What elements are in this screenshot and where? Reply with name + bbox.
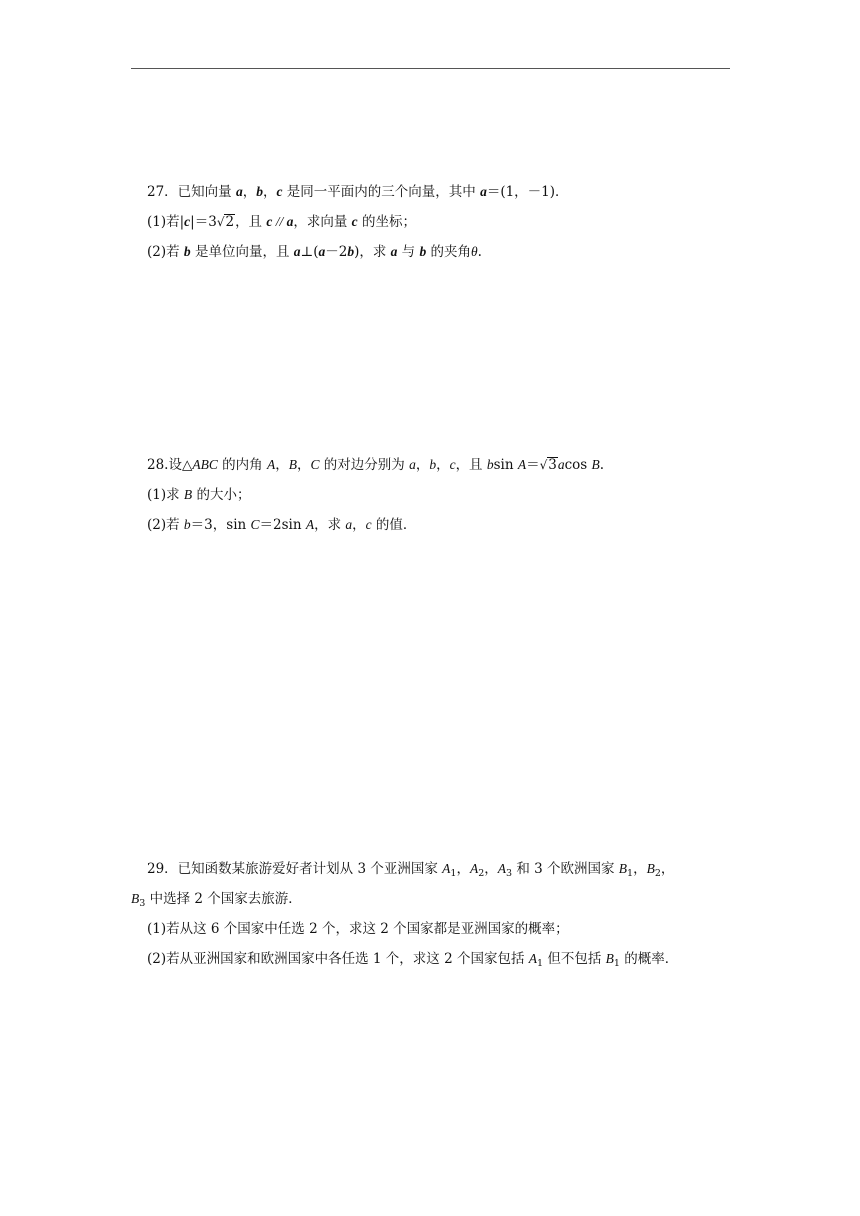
text: ，求向量 [293,214,352,230]
vector-c: c [351,214,358,229]
var: B [618,861,628,876]
var: A [266,457,276,472]
vector-b: b [347,244,355,259]
radicand: 2 [225,214,235,230]
problem-29-part-1 [147,920,569,938]
text: －2 [325,244,348,260]
var: A [517,457,527,472]
subscript: 2 [478,868,485,879]
text: ， [436,457,450,473]
vector-c: c [266,214,273,229]
vector-b: b [419,244,427,259]
parallel-symbol: // [272,214,287,229]
text: ＝2sin [259,517,306,533]
var: A [528,951,538,966]
vector-c: c [184,214,191,229]
text: (1)若从这 6 个国家中任选 2 个，求这 2 个国家都是亚洲国家的概率； [147,921,569,937]
triangle-name: ABC [192,457,218,472]
text: (2)若 [147,244,184,260]
var: A [442,861,451,876]
vector-a: a [390,244,398,259]
radical-sign: √ [539,458,548,472]
text: 中选择 2 个国家去旅游． [145,891,302,907]
vector-a: a [286,214,294,229]
text: ，且 [235,214,267,230]
var: a [345,517,353,532]
sqrt-expression [540,456,558,474]
var: C [310,457,320,472]
text: ， [296,457,311,473]
problem-29-statement [147,860,674,883]
text: ， [262,184,277,200]
var: A [469,861,479,876]
text: ， [275,457,289,473]
text: ， [484,861,498,877]
text: 但不包括 [543,951,606,967]
theta: θ [471,244,478,259]
text: (2)若从亚洲国家和欧洲国家中各任选 1 个，求这 2 个国家包括 [147,951,529,967]
text: 的夹角 [426,244,472,260]
var: c [365,517,372,532]
vector-b: b [183,244,191,259]
subscript: 1 [613,958,620,969]
text: 的大小； [192,487,251,503]
var: B [591,457,600,472]
text: ＝3，sin [190,517,251,533]
problem-27-part-2 [147,243,482,261]
text: 与 [397,244,420,260]
var: a [409,457,416,472]
text: 是同一平面内的三个向量，其中 [282,184,481,200]
problem-28-statement [147,456,604,474]
problem-29-part-2 [147,950,678,973]
vector-c: c [276,184,283,199]
var: B [288,457,297,472]
vector-a: a [318,244,326,259]
text: cos [564,457,592,473]
subscript: 2 [654,868,661,879]
vector-b: b [256,184,263,199]
text: ， [456,861,470,877]
text: 28.设△ [147,457,193,473]
text: |＝3 [190,214,217,230]
var: C [250,517,260,532]
text: ， [633,861,647,877]
text: 的对边分别为 [319,457,410,473]
var: b [183,517,191,532]
vector-a: a [235,184,243,199]
var: B [131,891,140,906]
text: 是单位向量，且 [190,244,294,260]
radical-sign: √ [216,215,225,229]
text: 的坐标； [357,214,416,230]
var: B [605,951,614,966]
text: sin [493,457,518,473]
problem-27-part-1 [147,213,416,231]
text: (1)求 [147,487,184,503]
subscript: 1 [627,868,634,879]
vector-a: a [480,184,487,199]
var: A [497,861,506,876]
subscript: 1 [537,958,544,969]
problem-29-statement-cont [131,890,302,913]
var: B [183,487,193,502]
subscript: 1 [450,868,457,879]
problem-28-part-1 [147,486,250,504]
var: a [557,457,565,472]
radicand: 3 [548,457,557,473]
subscript: 3 [139,898,146,909]
text: ， [352,517,366,533]
text: 和 3 个欧洲国家 [512,861,619,877]
var: b [429,457,437,472]
text: 的概率． [619,951,679,967]
subscript: 3 [505,868,513,879]
text: 27．已知向量 [147,184,236,200]
text: ， [415,457,430,473]
text: ，求 [314,517,346,533]
text: ，且 [455,457,487,473]
var: B [646,861,655,876]
var: b [486,457,494,472]
text: ⊥( [300,244,319,260]
text: . [477,244,482,260]
text: ＝(1，－1)． [486,184,569,200]
text: . [599,457,605,473]
problem-28-part-2 [147,516,416,534]
vector-a: a [293,244,301,259]
var: A [305,517,315,532]
header-rule [131,68,730,69]
text: 的内角 [217,457,267,473]
problem-27-statement [147,183,569,201]
text: ， [660,861,675,877]
text: (1)若| [147,214,185,230]
var: c [449,457,456,472]
text: 的值． [371,517,417,533]
sqrt-expression [217,213,235,231]
text: ， [242,184,257,200]
text: ＝ [526,457,540,473]
text: 29．已知函数某旅游爱好者计划从 3 个亚洲国家 [147,861,443,877]
text: (2)若 [147,517,184,533]
text: )，求 [354,244,391,260]
